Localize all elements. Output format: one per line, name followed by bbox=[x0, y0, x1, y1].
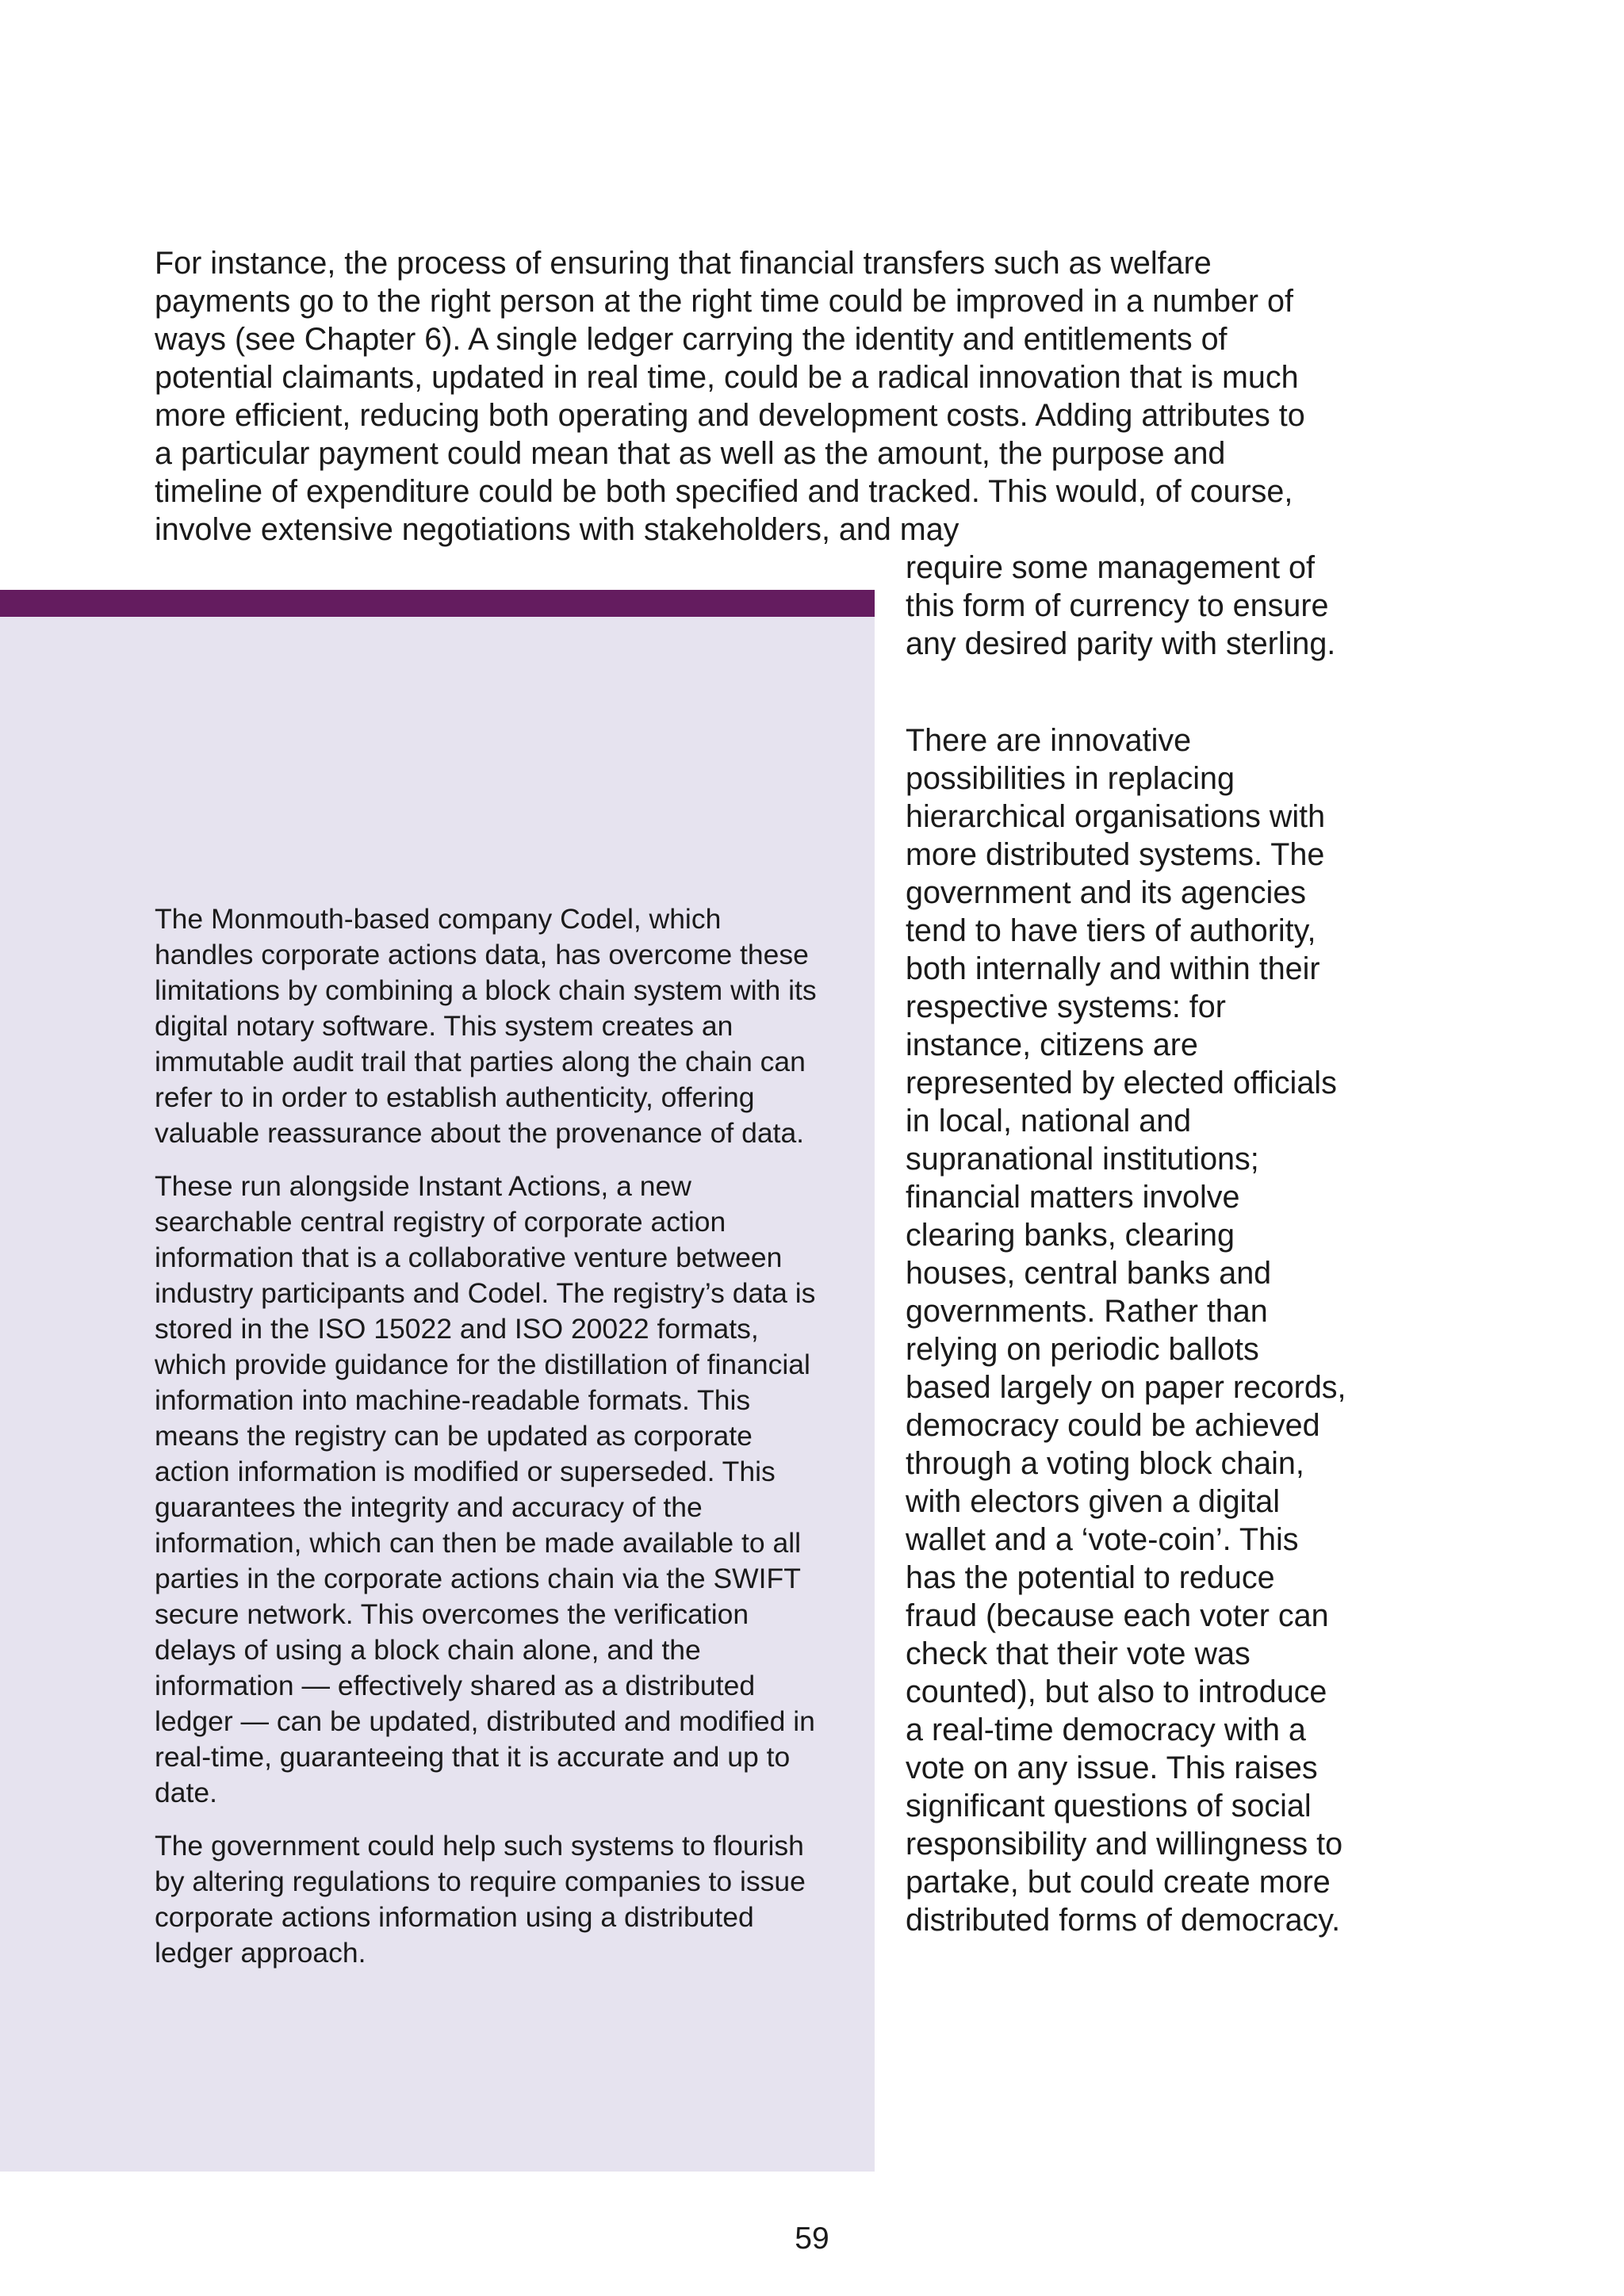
case-study-accent-bar bbox=[0, 590, 875, 617]
case-study-paragraph: The Monmouth-based company Codel, which handles corporate actions data, has overcome these limitations by combining a block chain system with its digital notary software. This system creates an immutable audit trail that parties along the chain can refer to in order to establish authenticity, offering valuable reassurance about the provenance of data. bbox=[155, 903, 817, 1149]
page-number: 59 bbox=[795, 2221, 829, 2256]
intro-paragraph: For instance, the process of ensuring that financial transfers such as welfare payments go to the right person at the right time could be improved in a number of ways (see Chapter 6). A single ledger carrying the identity and entitlements of potential claimants, updated in real time, could be a radical innovation that is much more efficient, reducing both operating and development costs. Adding attributes to a particular payment could mean that as well as the amount, the purpose and timeline of expenditure could be both specified and tracked. This would, of course, involve extensive negotiations with stakeholders, and may bbox=[155, 246, 1305, 547]
case-study-paragraph: The government could help such systems to flourish by altering regulations to require companies to issue corporate actions information using a distributed ledger approach. bbox=[155, 1830, 806, 1969]
case-study-body bbox=[155, 901, 821, 1988]
case-study-panel bbox=[0, 590, 875, 2172]
intro-paragraph-continuation: require some management of this form of currency to ensure any desired parity with sterling. bbox=[906, 550, 1336, 661]
case-study-paragraph: These run alongside Instant Actions, a new searchable central registry of corporate action information that is a collaborative venture between industry participants and Codel. The registry’s data is stored in the ISO 15022 and ISO 20022 formats, which provide guidance for the distillation of financial information into machine-readable formats. This means the registry can be updated as corporate action information is modified or superseded. This guarantees the integrity and accuracy of the information, which can then be made available to all parties in the corporate actions chain via the SWIFT secure network. This overcomes the verification delays of using a block chain alone, and the information — effectively shared as a distributed ledger — can be updated, distributed and modified in real-time, guaranteeing that it is accurate and up to date. bbox=[155, 1170, 816, 1808]
side-column-paragraph: There are innovative possibilities in replacing hierarchical organisations with more distributed systems. The government and its agencies tend to have tiers of authority, both internally and within their respective systems: for instance, citizens are represented by elected officials in local, national and supranational institutions; financial matters involve clearing banks, clearing houses, central banks and governments. Rather than relying on periodic ballots based largely on paper records, democracy could be achieved through a voting block chain, with electors given a digital wallet and a ‘vote-coin’. This has the potential to reduce fraud (because each voter can check that their vote was counted), but also to introduce a real-time democracy with a vote on any issue. This raises significant questions of social responsibility and willingness to partake, but could create more distributed forms of democracy. bbox=[906, 723, 1346, 1938]
